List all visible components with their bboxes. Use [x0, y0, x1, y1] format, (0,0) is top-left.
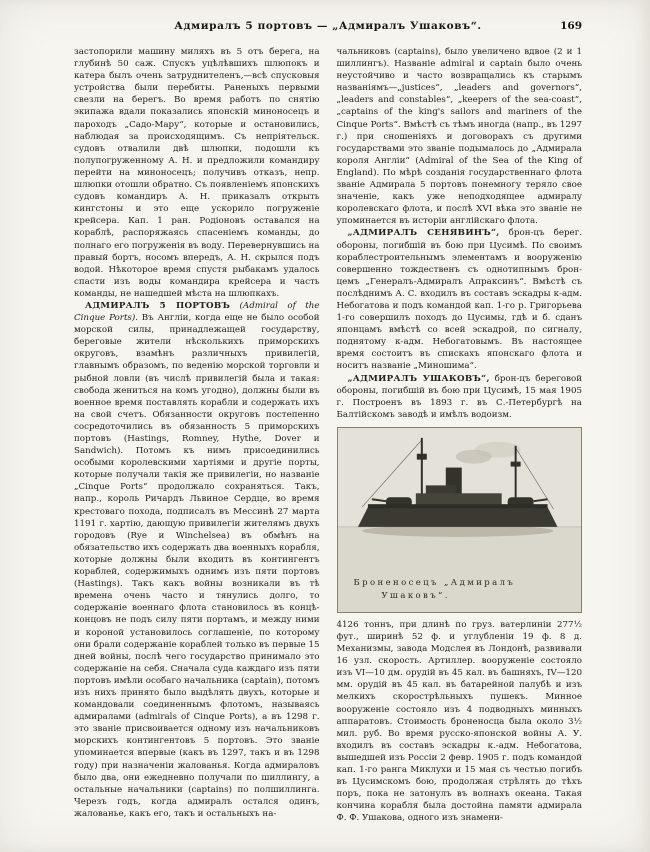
cinque-continuation: чальниковъ (captains), было увеличено вдвое (2 и 1 шиллингъ). Названіе admiral и captain было очень неустойчиво и часто возвращались къ старымъ названіямъ—„justices“, „leaders and governors“, „leaders and constables“, „keepers of the sea-coast“, „captains of the king's sailors and mariners of the Cinque Ports“. Вмѣстѣ съ тѣмъ иногда (напр., въ 1297 г.) при сношеніяхъ и договорахъ съ другими государствами это званіе подымалось до „Адмирала короля Англіи“ (Admiral of the Sea of the King of England). По мѣрѣ созданія государственнаго флота званіе Адмирала 5 портовъ понемногу теряло свое значеніе, какъ уже неподходящее адмиралу королевскаго флота, и послѣ XVI вѣка это званіе не упоминается въ исторіи англійскаго флота. — [336, 47, 582, 227]
page-content — [74, 20, 582, 825]
figure-caption-line2: Ушаковъ“. — [381, 590, 450, 601]
article-ushakov-body: брон-цъ береговой обороны, погибшій въ бою при Цусимѣ, 15 мая 1905 г. Построенъ въ 1893 г. въ С.-Петербургѣ на Балтійскомъ заводѣ и имѣлъ водоизм. — [336, 373, 583, 420]
ushakov-continuation: 4126 тоннъ, при длинѣ по груз. ватерлиніи 277½ фут., ширинѣ 52 ф. и углубленіи 19 ф. 8 д. Механизмы, завода Модслея въ Лондонѣ, развивали 16 узл. скорость. Артиллер. вооруженіе состояло изъ VI—10 дм. орудій въ 45 кал. въ башняхъ, IV—120 мм. орудій въ 45 кал. въ батарейной палубѣ и изъ мелкихъ скорострѣльныхъ пушекъ. Минное вооруженіе состояло изъ 4 подводныхъ минныхъ аппаратовъ. Стоимость броненосца была около 3½ мил. руб. Во время русско-японской войны А. У. входилъ въ составъ эскадры к.-адм. Небогатова, вышедшей изъ Россіи 2 февр. 1905 г. подъ командой кап. 1-го ранга Миклухи и 15 мая съ честью погибъ въ Цусимскомъ бою, продолжая стрѣлять до тѣхъ поръ, пока не затонулъ въ волнахъ океана. Такая кончина корабля была достойна памяти адмирала Ф. Ф. Ушакова, одного изъ знамени- — [336, 619, 582, 824]
main-fighting-top — [510, 462, 520, 467]
ship-hull — [357, 507, 557, 527]
figure-caption-line1: Броненосецъ „Адмиралъ — [353, 577, 516, 588]
right-column — [337, 46, 583, 825]
article-ushakov-heading: „АДМИРАЛЪ УШАКОВЪ“, — [347, 373, 490, 384]
running-head — [74, 20, 582, 34]
left-column — [74, 46, 320, 825]
fore-fighting-top — [416, 454, 426, 460]
paragraph-continuation: застопорили машину миляхъ въ 5 отъ берега, на глубинѣ 50 саж. Спускъ уцѣлѣвшихъ шлюпокъ и катера былъ очень затруднителенъ,—всѣ спусковыя устройства были перебиты. Раненыхъ первыми свезли на берегъ. Во время работъ по снятію экипажа вдали показались японскій миноносецъ и пароходъ „Садо-Мару“, которые и остановились, наблюдая за происходящимъ. Съ непріятельск. судовъ отвалили двѣ шлюпки, подошли къ полупогруженному А. Н. и предложили командиру перейти на миноносецъ; получивъ отказъ, непр. шлюпки отошли обратно. Съ появленіемъ японскихъ судовъ командиръ А. Н. приказалъ открыть кингстоны и это еще ускорило погруженіе крейсера. Кап. 1 ран. Родіоновъ оставался на кораблѣ, распоряжаясь спасеніемъ команды, до полнаго его погруженія въ воду. Перевернувшись на правый бортъ, носомъ впередъ, А. Н. скрылся подъ водой. Нѣкоторое время спустя рыбакамъ удалось спасти изъ воды командира крейсера и часть команды, не нашедшей мѣста на шлюпкахъ. — [74, 47, 320, 299]
article-cinque-body: Въ Англіи, когда еще не было особой морской силы, принадлежащей государству, береговые жители нѣсколькихъ приморскихъ округовъ, взамѣнъ различныхъ привилегій, главнымъ образомъ, по веденію морской торговли и рыбной ловли (въ числѣ привилегій была и такая: свобода жениться на комъ угодно), должны были въ военное время поставлять корабли и содержать ихъ на свой счетъ. Обязанности округовъ постепенно сосредоточились въ обязанность 5 приморскихъ портовъ (Hastings, Romney, Hythe, Dover и Sandwich). Потомъ къ нимъ присоединились особыми королевскими хартіями и другіе порты, которые получали такія же привилегіи, но названіе „Cinque Ports“ продолжало сохраняться. Такъ, напр., король Ричардъ Львиное Сердце, во время крестоваго похода, подписалъ въ Мессинѣ 27 марта 1191 г. хартію, дающую привилегіи жителямъ двухъ городовъ (Rye и Winchelsea) въ обмѣнъ на обязательство ихъ содержать два военныхъ корабля, которые должны были входить въ контингентъ кораблей, содержимыхъ однимъ изъ пяти портовъ (Hastings). Такъ какъ войны возникали въ тѣ времена очень часто и тянулись долго, то содержаніе военнаго флота становилось въ концѣ-концовъ не подъ силу пяти портамъ, и между ними и короной установилось соглашеніе, по которому они брали содержаніе кораблей только въ первые 15 дней войны, послѣ чего государство принимало это содержаніе на себя. Сначала суда каждаго изъ пяти портовъ имѣли особаго начальника (captain), потомъ изъ нихъ принято было выдѣлять двухъ, которые и командовали соединеннымъ флотомъ, называясь адмиралами (admirals of Cinque Ports), а въ 1298 г. это званіе присвоивается одному изъ начальниковъ морскихъ контингентовъ 5 портовъ. Это званіе упоминается впервые (какъ въ 1297, такъ и въ 1298 году) при назначеніи жалованья. Когда адмираловъ было два, они ежедневно получали по шиллингу, а остальные начальники (captains) по полшиллинга. Черезъ годъ, когда адмиралъ остался одинъ, жалованье, какъ его, такъ и остальныхъ на- — [74, 313, 320, 819]
article-senyavin — [337, 227, 583, 372]
article-cinque-latin-title: (Admiral of the Cinque Ports). — [74, 300, 320, 324]
bulwark — [367, 504, 547, 508]
article-cinque-heading: АДМИРАЛЪ 5 ПОРТОВЪ — [85, 300, 231, 311]
page-header-title: Адмиралъ 5 портовъ — „Адмиралъ Ушаковъ“. — [174, 20, 482, 32]
page-number: 169 — [560, 20, 582, 32]
bridge — [425, 485, 455, 494]
text-columns — [74, 46, 582, 825]
funnel-smoke-2 — [474, 442, 520, 458]
battleship-figure — [337, 427, 583, 613]
article-ushakov — [337, 373, 583, 421]
figure-caption — [354, 577, 516, 603]
article-cinque-ports — [74, 300, 320, 820]
article-senyavin-heading: „АДМИРАЛЪ СЕНЯВИНЪ“, — [347, 228, 500, 239]
article-senyavin-body: брон-цъ берег. обороны, погибшій въ бою при Цусимѣ. По своимъ кораблестроительнымъ элементамъ и вооруженію совершенно тождественъ съ однотипнымъ брон-цемъ „Генералъ-Адмиралъ Апраксинъ“. Вмѣстѣ съ послѣднимъ А. С. входилъ въ составъ эскадры к-адм. Небогатова и подъ командой кап. 1-го р. Григорьева 1-го совершилъ походъ до Цусимы, гдѣ и б. сданъ японцамъ вмѣстѣ со всей эскадрой, по сигналу, поднятому к-адм. Небогатовымъ. Въ настоящее время состоитъ въ спискахъ японскаго флота и носитъ названіе „Миношима“. — [336, 228, 583, 372]
